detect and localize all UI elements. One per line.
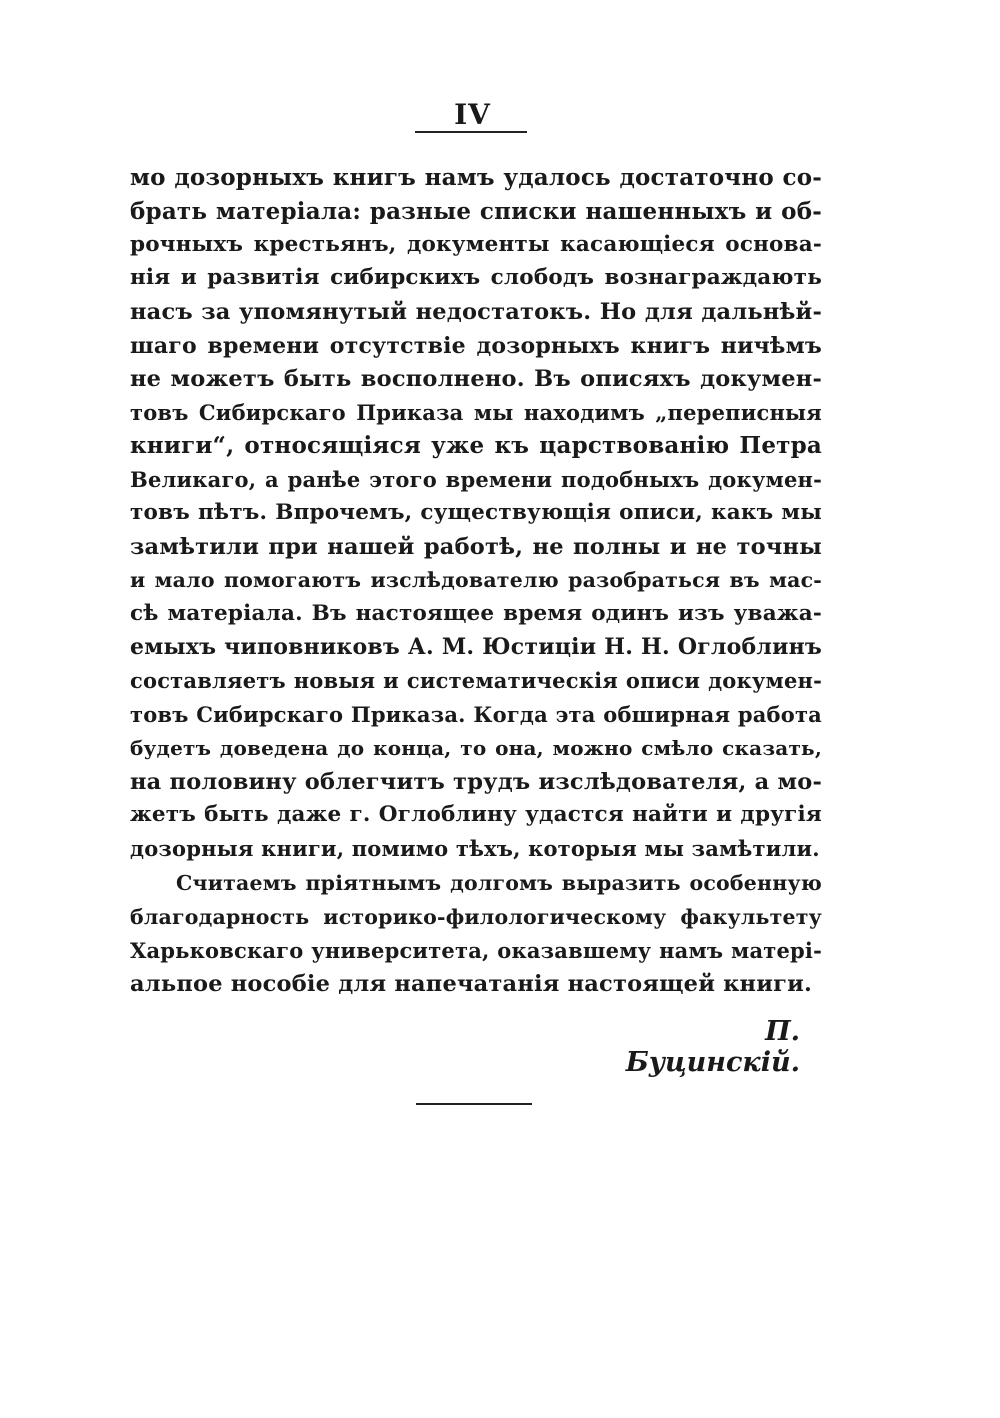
text-line: насъ за упомянутый недостатокъ. Но для дальнѣй- bbox=[130, 299, 822, 325]
text-line: благодарность историко-филологическому факультету bbox=[130, 905, 822, 929]
text-line: рочныхъ крестьянъ, документы касающіеся основа- bbox=[130, 232, 822, 257]
text-line: и мало помогаютъ изслѣдователю разобраться въ мас- bbox=[130, 568, 822, 592]
text-line: товъ Сибирскаго Приказа. Когда эта обширная работа bbox=[130, 702, 822, 727]
text-line: товъ пѣтъ. Впрочемъ, существующія описи, какъ мы bbox=[130, 500, 822, 525]
text-line: жетъ быть даже г. Оглоблину удастся найти и другія bbox=[130, 802, 822, 827]
text-line: товъ Сибирскаго Приказа мы находимъ „переписныя bbox=[130, 400, 822, 425]
text-line: альпое нособіе для напечатанія настоящей книги. bbox=[130, 971, 813, 997]
text-line: будетъ доведена до конца, то она, можно смѣло сказать, bbox=[130, 736, 822, 760]
header-rule bbox=[415, 131, 527, 133]
closing-rule bbox=[416, 1103, 532, 1105]
text-line: на половину облегчитъ трудъ изслѣдователя, а мо- bbox=[130, 769, 822, 795]
text-line: сѣ матеріала. Въ настоящее время одинъ изъ уважа- bbox=[130, 601, 822, 626]
text-line: брать матеріала: разные списки нашенныхъ и об- bbox=[130, 198, 822, 225]
text-line: составляетъ новыя и систематическія описи докумен- bbox=[130, 668, 822, 693]
text-line: книги“, относящіяся уже къ царствованію Петра bbox=[130, 432, 822, 459]
text-line: не можетъ быть восполнено. Въ описяхъ докумен- bbox=[130, 366, 822, 392]
text-line: Харьковскаго университета, оказавшему намъ матері- bbox=[130, 938, 822, 963]
text-line: мо дозорныхъ книгъ намъ удалось достаточно со- bbox=[130, 164, 822, 191]
text-line: шаго времени отсутствіе дозорныхъ книгъ ничѣмъ bbox=[130, 333, 822, 359]
text-line: Считаемъ пріятнымъ долгомъ выразить особенную bbox=[176, 871, 822, 895]
text-line: емыхъ чиповниковъ А. М. Юстиціи Н. Н. Оглоблинъ bbox=[130, 634, 822, 660]
text-line: дозорныя книги, помимо тѣхъ, которыя мы замѣтили. bbox=[130, 836, 820, 861]
text-line: замѣтили при нашей работѣ, не полны и не точны bbox=[130, 534, 822, 560]
author-signature: П. Буцинскій. bbox=[625, 1016, 800, 1078]
text-line: Великаго, а ранѣе этого времени подобныхъ докумен- bbox=[130, 467, 822, 492]
page-number: IV bbox=[454, 98, 491, 131]
text-line: нія и развитія сибирскихъ слободъ вознаграждають bbox=[130, 265, 822, 290]
